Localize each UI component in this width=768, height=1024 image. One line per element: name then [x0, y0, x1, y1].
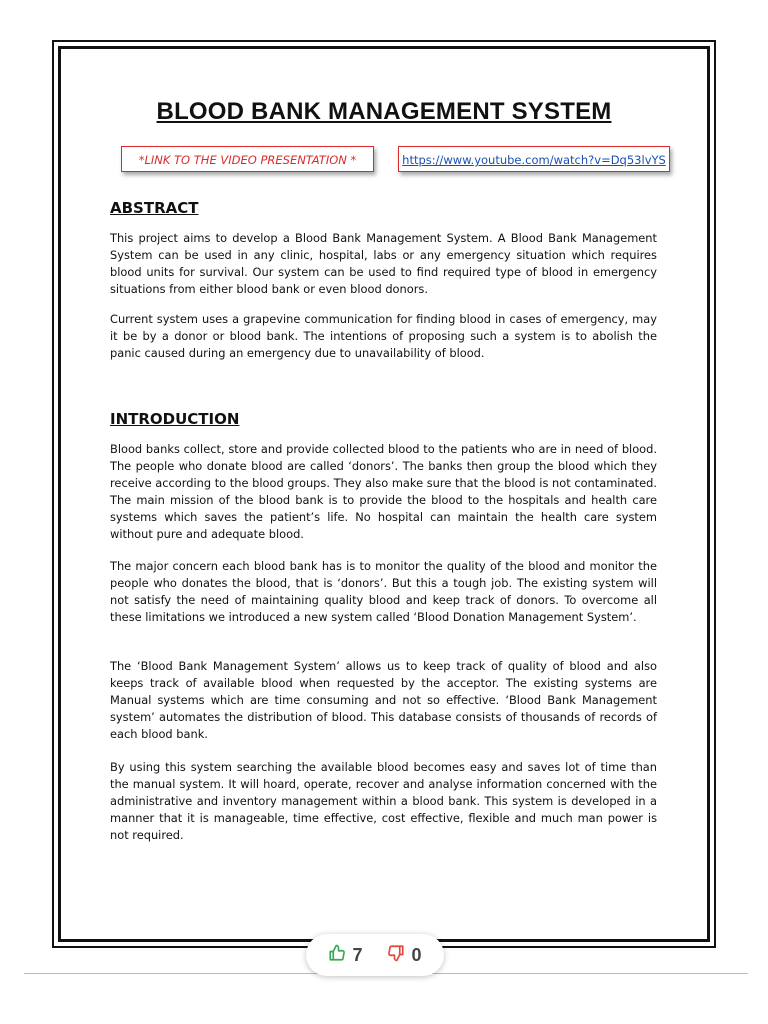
vote-bar	[306, 934, 444, 976]
introduction-paragraph: The major concern each blood bank has is to monitor the quality of the blood and monitor the people who donates the blood, that is ‘donors’. But this a tough job. The existing system will not satisfy the need of maintaining quality blood and keep track of donors. To overcome all these limitations we introduced a new system called ‘Blood Donation Management System’.	[110, 559, 657, 624]
document-title: BLOOD BANK MANAGEMENT SYSTEM	[156, 98, 612, 125]
abstract-paragraph: Current system uses a grapevine communication for finding blood in cases of emergency, may it be by a donor or blood bank. The intentions of proposing such a system is to abolish the panic caused during an emergency due to unavailability of blood.	[110, 312, 657, 360]
video-link[interactable]: https://www.youtube.com/watch?v=Dq53lvYS	[398, 146, 670, 172]
video-presentation-label: *LINK TO THE VIDEO PRESENTATION *	[121, 146, 374, 172]
thumbs-down-icon	[387, 944, 405, 966]
abstract-paragraph: This project aims to develop a Blood Bank Management System. A Blood Bank Management System can be used in any clinic, hospital, labs or any emergency situation which requires blood units for survival. Our system can be used to find required type of blood in emergency situations from either blood bank or even blood donors.	[110, 231, 657, 296]
upvote-count: 7	[352, 944, 363, 965]
thumbs-up-icon	[328, 944, 346, 966]
downvote-count: 0	[411, 944, 422, 965]
downvote-button[interactable]	[387, 944, 421, 966]
abstract-heading: ABSTRACT	[110, 199, 199, 217]
introduction-paragraph: By using this system searching the available blood becomes easy and saves lot of time than the manual system. It will hoard, operate, recover and analyse information concerned with the administrative and inventory management within a blood bank. This system is developed in a manner that it is manageable, time effective, cost effective, flexible and much man power is not required.	[110, 760, 657, 842]
introduction-heading: INTRODUCTION	[110, 410, 240, 428]
introduction-paragraph: The ‘Blood Bank Management System’ allows us to keep track of quality of blood and also keeps track of available blood when requested by the acceptor. The existing systems are Manual systems which are time consuming and not so effective. ‘Blood Bank Management system’ automates the distribution of blood. This database consists of thousands of records of each blood bank.	[110, 659, 657, 741]
upvote-button[interactable]	[328, 944, 362, 966]
introduction-paragraph: Blood banks collect, store and provide collected blood to the patients who are in need of blood. The people who donate blood are called ‘donors’. The banks then group the blood which they receive according to the blood groups. They also make sure that the blood is not contaminated. The main mission of the blood bank is to provide the blood to the hospitals and health care systems which saves the patient’s life. No hospital can maintain the health care system without pure and adequate blood.	[110, 442, 657, 541]
